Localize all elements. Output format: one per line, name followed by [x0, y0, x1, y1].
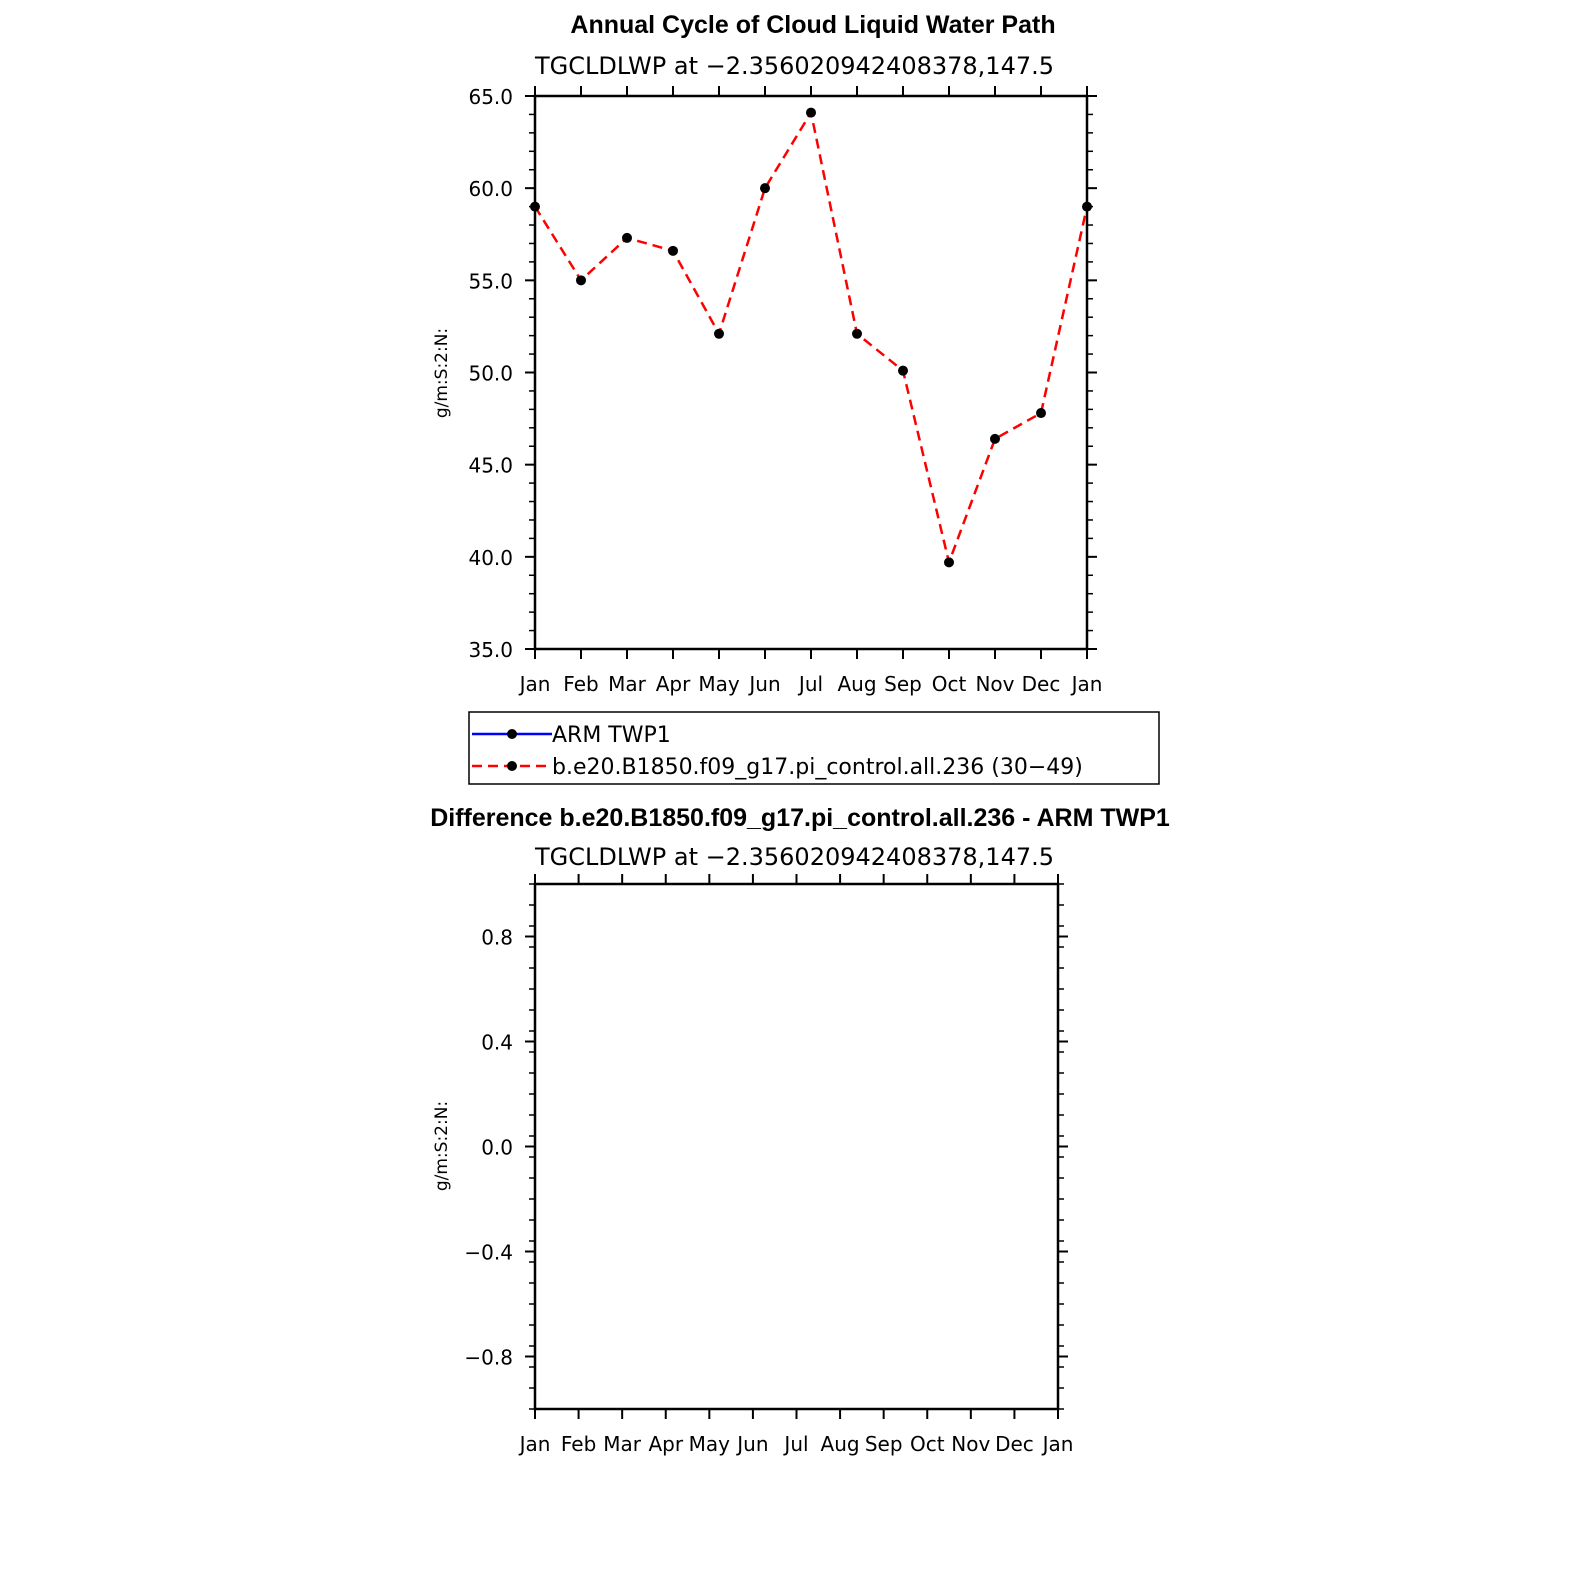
data-point — [898, 366, 908, 376]
top-x-tick-label: Apr — [655, 672, 691, 696]
bottom-y-tick-label: 0.4 — [481, 1030, 513, 1055]
bottom-y-tick-label: −0.4 — [464, 1240, 513, 1265]
bottom-axis-ticks — [525, 874, 1068, 1419]
top-series-layer — [530, 108, 1092, 568]
bottom-x-tick-label: Mar — [603, 1432, 642, 1456]
legend-marker-arm-twp1 — [507, 729, 517, 739]
data-point — [1082, 202, 1092, 212]
bottom-y-axis-label: g/m:S:2:N: — [432, 1100, 452, 1192]
top-x-tick-label: Nov — [975, 672, 1015, 696]
bottom-x-tick-label: Jun — [737, 1432, 769, 1456]
bottom-x-tick-label: Jul — [784, 1432, 809, 1456]
top-y-tick-labels — [468, 85, 513, 662]
bottom-x-tick-labels — [518, 1432, 1074, 1456]
top-x-tick-label: Sep — [884, 672, 922, 696]
bottom-x-tick-label: Jan — [519, 1432, 551, 1456]
bottom-x-tick-label: Aug — [820, 1432, 860, 1456]
top-x-tick-label: May — [698, 672, 740, 696]
data-point — [944, 557, 954, 567]
bottom-x-tick-label: Apr — [648, 1432, 684, 1456]
bottom-y-tick-label: 0.0 — [481, 1135, 513, 1160]
bottom-x-tick-label: Nov — [951, 1432, 991, 1456]
bottom-plot-frame — [535, 884, 1058, 1409]
top-y-tick-label: 60.0 — [468, 177, 513, 202]
data-point — [1036, 408, 1046, 418]
bottom-y-tick-labels — [464, 926, 513, 1370]
bottom-y-tick-label: 0.8 — [481, 925, 513, 950]
top-y-tick-label: 65.0 — [468, 85, 513, 109]
top-x-tick-label: Mar — [608, 672, 646, 696]
top-y-tick-label: 50.0 — [468, 361, 513, 386]
bottom-x-tick-label: Feb — [560, 1432, 597, 1456]
top-x-tick-label: Aug — [837, 672, 877, 696]
top-x-tick-label: Feb — [563, 672, 599, 696]
top-x-tick-labels — [518, 672, 1103, 696]
top-y-tick-label: 40.0 — [468, 545, 513, 570]
legend-label-model: b.e20.B1850.f09_g17.pi_control.all.236 (30−49) — [552, 755, 1083, 780]
top-y-tick-label: 35.0 — [468, 638, 513, 662]
top-axis-ticks — [525, 86, 1097, 659]
data-point — [622, 233, 632, 243]
top-y-tick-label: 55.0 — [468, 269, 513, 294]
top-y-axis-label: g/m:S:2:N: — [432, 327, 452, 419]
top-x-tick-label: Dec — [1021, 672, 1061, 696]
bottom-x-tick-label: Jan — [1042, 1432, 1074, 1456]
top-y-tick-label: 45.0 — [468, 453, 513, 478]
bottom-chart-subtitle: TGCLDLWP at −2.356020942408378,147.5 — [535, 843, 1054, 871]
top-x-tick-label: Jan — [519, 672, 551, 696]
data-point — [668, 246, 678, 256]
data-point — [852, 329, 862, 339]
data-point — [714, 329, 724, 339]
data-point — [576, 275, 586, 285]
top-chart-title: Annual Cycle of Cloud Liquid Water Path — [570, 11, 1056, 39]
top-chart-subtitle: TGCLDLWP at −2.356020942408378,147.5 — [535, 52, 1054, 80]
top-x-tick-label: Jun — [749, 672, 781, 696]
data-point — [530, 202, 540, 212]
data-point — [806, 108, 816, 118]
top-plot-frame — [535, 96, 1087, 649]
bottom-x-tick-label: Sep — [864, 1432, 903, 1456]
legend-label-arm-twp1: ARM TWP1 — [552, 723, 671, 748]
bottom-x-tick-label: May — [688, 1432, 731, 1456]
bottom-chart-title: Difference b.e20.B1850.f09_g17.pi_control.all.236 - ARM TWP1 — [430, 804, 1170, 832]
top-x-tick-label: Jan — [1071, 672, 1103, 696]
bottom-x-tick-label: Dec — [995, 1432, 1034, 1456]
top-x-tick-label: Oct — [931, 672, 967, 696]
data-point — [760, 183, 770, 193]
bottom-y-tick-label: −0.8 — [464, 1345, 513, 1370]
top-x-tick-label: Jul — [798, 672, 824, 696]
bottom-x-tick-label: Oct — [909, 1432, 945, 1456]
legend-marker-model — [507, 761, 517, 771]
data-point — [990, 434, 1000, 444]
series-line-1 — [535, 113, 1087, 563]
